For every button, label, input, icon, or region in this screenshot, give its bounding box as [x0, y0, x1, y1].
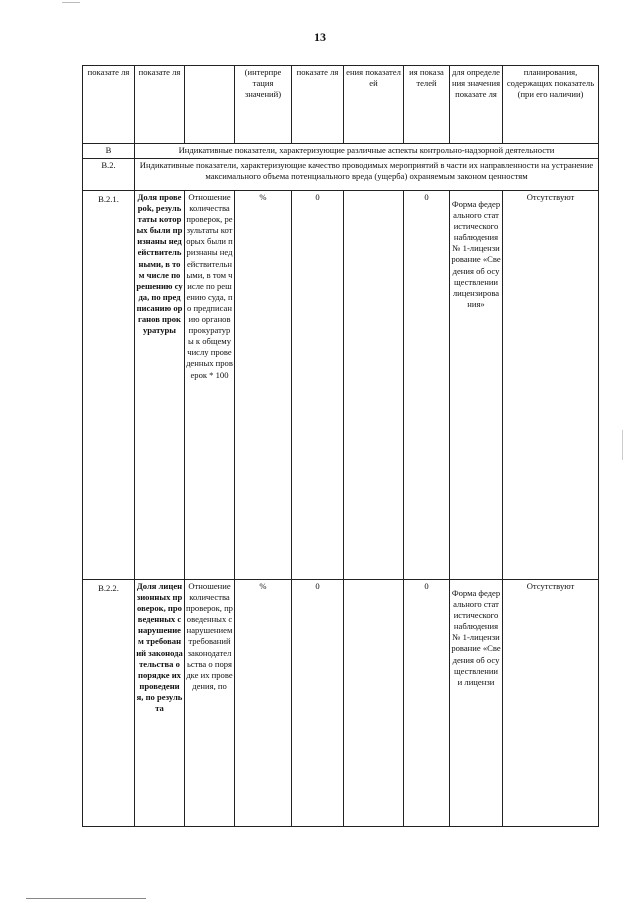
- page-number: 13: [314, 30, 326, 44]
- header-cell: показате ля: [135, 66, 185, 144]
- comment-cell: [344, 580, 404, 827]
- table-row: [83, 580, 599, 827]
- target-cell: 0: [292, 191, 344, 580]
- scan-mark: [26, 898, 146, 899]
- indicator-name: Доля лицензионных проверок, проведенных с нарушением требований законодательства о порядке их проведения, по результа: [135, 580, 185, 827]
- header-cell: показате ля: [292, 66, 344, 144]
- section-row: [83, 159, 599, 191]
- documents-cell: Отсутствуют: [503, 580, 599, 827]
- section-title: Индикативные показатели, характеризующие различные аспекты контрольно-надзорной деятельности: [135, 144, 599, 159]
- target-cell: 0: [292, 580, 344, 827]
- value-cell: 0: [404, 191, 450, 580]
- indicator-formula: Отношение количества проверок, проведенных с нарушением требований законодательства о порядке их проведения, по: [185, 580, 235, 827]
- header-row: [83, 66, 599, 144]
- header-cell: ения показател ей: [344, 66, 404, 144]
- unit-cell: %: [235, 580, 292, 827]
- header-cell: (интерпре тация значений): [235, 66, 292, 144]
- source-cell: Форма федерального статистического наблюдения № 1-лицензирование «Сведения об осуществлении и лицензи: [450, 580, 503, 827]
- header-cell: планирования, содержащих показатель (при его наличии): [503, 66, 599, 144]
- scan-mark: [62, 2, 80, 3]
- section-code: В.2.: [83, 159, 135, 191]
- scan-mark: [622, 430, 623, 460]
- section-code: В: [83, 144, 135, 159]
- indicators-table: [82, 65, 599, 827]
- indicator-formula: Отношение количества проверок, результаты которых были признаны недействительными, в том числе по решению суда, по предписанию органов прокуратуры к общему числу проведенных проверок * 100: [185, 191, 235, 580]
- header-cell: ия показа телей: [404, 66, 450, 144]
- unit-cell: %: [235, 191, 292, 580]
- indicator-name: Доля провероk, результаты которых были признаны недействительными, в том числе по решению суда, по предписанию органов прокуратуры: [135, 191, 185, 580]
- header-cell: для определе ния значения показате ля: [450, 66, 503, 144]
- header-cell: показате ля: [83, 66, 135, 144]
- row-code: В.2.1.: [83, 191, 135, 580]
- section-row: [83, 144, 599, 159]
- value-cell: 0: [404, 580, 450, 827]
- documents-cell: Отсутствуют: [503, 191, 599, 580]
- section-title: Индикативные показатели, характеризующие качество проводимых мероприятий в части их направленности на устранение максимального объема потенциального вреда (ущерба) охраняемым законом ценностям: [135, 159, 599, 191]
- source-cell: Форма федерального статистического наблюдения № 1-лицензирование «Сведения об осуществлении лицензирования»: [450, 191, 503, 580]
- header-cell: [185, 66, 235, 144]
- table-row: [83, 191, 599, 580]
- row-code: В.2.2.: [83, 580, 135, 827]
- comment-cell: [344, 191, 404, 580]
